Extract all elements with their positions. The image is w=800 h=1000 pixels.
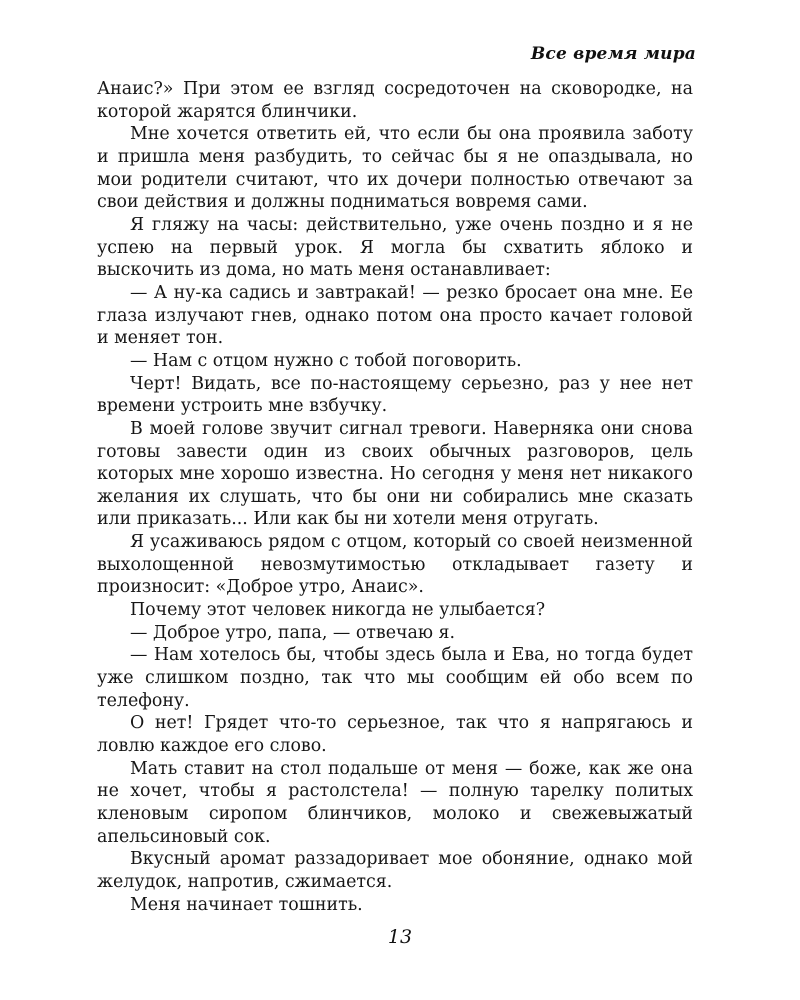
paragraph: Я усаживаюсь рядом с отцом, который со своей неизменной выхолощенной невозмутимостью откладывает газету и произносит: «Доброе утро, Анаис». (97, 532, 693, 598)
paragraph: Почему этот человек никогда не улыбается? (130, 600, 546, 621)
page-number: 13 (387, 926, 413, 948)
paragraph: Вкусный аромат раззадоривает мое обоняние, однако мой желудок, напротив, сжимается. (97, 849, 693, 892)
paragraph-continued: Анаис?» При этом ее взгляд сосредоточен на сковородке, на которой жарятся блинчики. (97, 79, 693, 122)
dialogue-line: — Нам с отцом нужно с тобой поговорить. (130, 350, 522, 371)
paragraph: Мне хочется ответить ей, что если бы она проявила заботу и пришла меня разбудить, то сейчас бы я не опаздывала, но мои родители считают, что их дочери полностью отвечают за свои действия и должны подниматься вовремя сами. (97, 124, 693, 213)
paragraph: В моей голове звучит сигнал тревоги. Наверняка они снова готовы завести один из своих обычных разговоров, цель которых мне хорошо известна. Но сегодня у меня нет никакого желания их слушать, что бы они ни собирались мне сказать или приказать... Или как бы ни хотели меня отругать. (97, 418, 693, 530)
dialogue-line: — Доброе утро, папа, — отвечаю я. (130, 622, 456, 643)
paragraph: Меня начинает тошнить. (130, 894, 363, 915)
paragraph: О нет! Грядет что-то серьезное, так что я напрягаюсь и ловлю каждое его слово. (97, 713, 693, 757)
dialogue-line: — Нам хотелось бы, чтобы здесь была и Ева, но тогда будет уже слишком поздно, так что мы сообщим ей обо всем по телефону. (97, 645, 693, 711)
paragraph: Я гляжу на часы: действительно, уже очень поздно и я не успею на первый урок. Я могла бы схватить яблоко и выскочить из дома, но мать меня останавливает: (97, 214, 693, 281)
dialogue-line: — А ну-ка садись и завтракай! — резко бросает она мне. Ее глаза излучают гнев, однако потом она просто качает головой и меняет тон. (97, 282, 693, 349)
running-title: Все время мира (530, 44, 696, 64)
paragraph: Мать ставит на стол подальше от меня — боже, как же она не хочет, чтобы я растолстела! — полную тарелку политых кленовым сиропом блинчиков, молоко и свежевыжатый апельсиновый сок. (97, 758, 693, 847)
body-text (97, 78, 693, 916)
paragraph: Черт! Видать, все по-настоящему серьезно, раз у нее нет времени устроить мне взбучку. (97, 373, 693, 417)
